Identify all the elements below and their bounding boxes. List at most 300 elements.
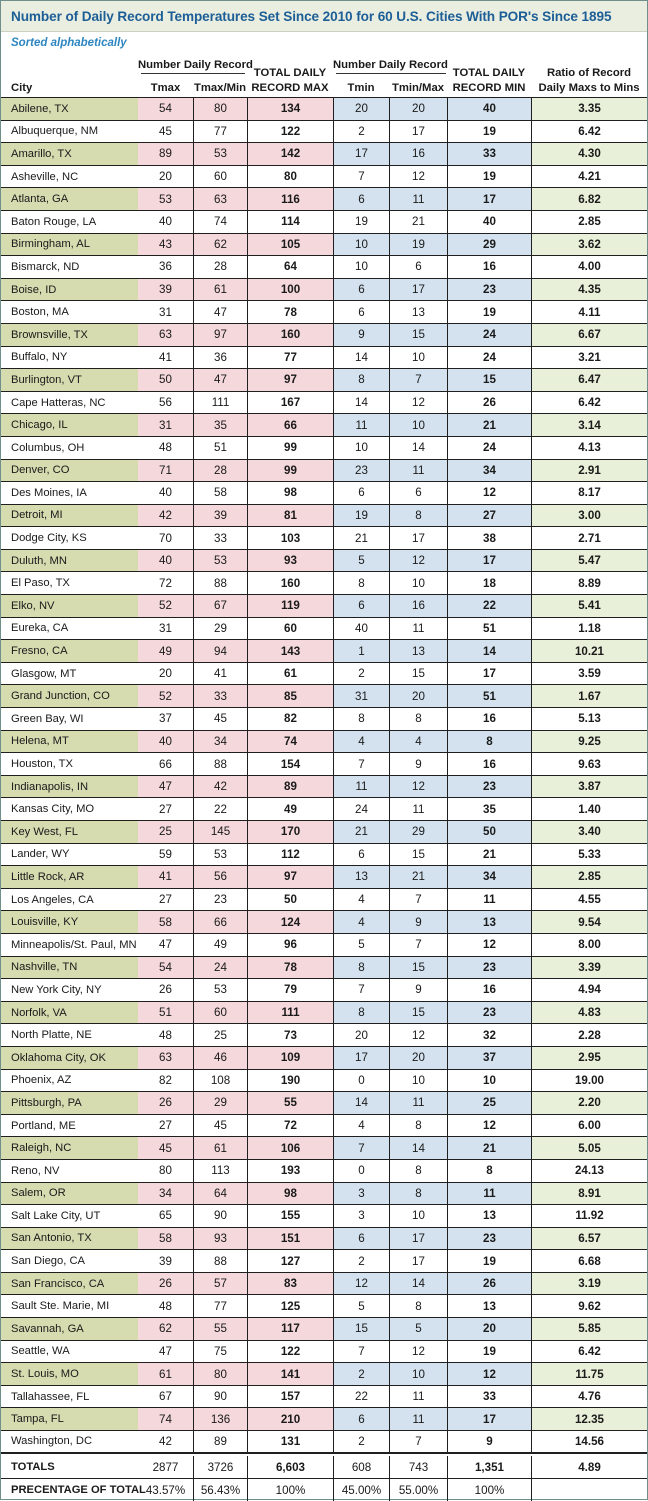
percentage-total-max: 100%	[247, 1479, 333, 1501]
table-row	[1, 662, 647, 685]
cell-tmin-max: 15	[389, 663, 447, 685]
cell-tmax-min: 66	[193, 911, 247, 933]
cell-tmin: 7	[333, 1137, 389, 1159]
cell-tmax: 39	[159, 1254, 172, 1268]
cell-total-min: 15	[447, 369, 531, 391]
cell-tmax-min: 67	[193, 595, 247, 617]
cell-tmax-min: 136	[193, 1408, 247, 1430]
cell-city: Eureka, CA	[11, 622, 69, 635]
cell-tmin: 12	[333, 1273, 389, 1295]
table-row	[1, 594, 647, 617]
table-row	[1, 97, 647, 120]
cell-ratio: 24.13	[531, 1160, 647, 1182]
cell-tmax-min: 74	[193, 211, 247, 233]
cell-tmin-max: 12	[389, 1341, 447, 1363]
cell-ratio: 3.14	[531, 414, 647, 436]
cell-tmin: 6	[333, 482, 389, 504]
cell-total-min: 12	[447, 482, 531, 504]
header-tmax: Tmax	[150, 82, 181, 94]
cell-city: Albuquerque, NM	[11, 125, 99, 138]
cell-city: Louisville, KY	[1, 911, 138, 933]
cell-tmin: 8	[333, 572, 389, 594]
table-body	[1, 97, 647, 1453]
cell-ratio: 2.95	[531, 1047, 647, 1069]
cell-tmax: 40	[159, 486, 172, 500]
cell-total-min: 16	[447, 256, 531, 278]
cell-ratio: 3.35	[531, 98, 647, 120]
cell-tmax-min: 45	[193, 708, 247, 730]
cell-total-min: 27	[447, 505, 531, 527]
cell-tmin: 13	[333, 866, 389, 888]
cell-tmax: 49	[138, 640, 193, 662]
percentage-tmax-min: 56.43%	[193, 1479, 247, 1501]
cell-total-min: 26	[447, 392, 531, 414]
cell-total-min: 19	[447, 166, 531, 188]
cell-tmin-max: 13	[389, 640, 447, 662]
cell-total-min: 19	[447, 1341, 531, 1363]
cell-total-min: 26	[447, 1273, 531, 1295]
cell-tmax: 41	[138, 866, 193, 888]
cell-city: Duluth, MN	[1, 550, 138, 572]
cell-tmin: 7	[333, 979, 389, 1001]
cell-ratio: 6.67	[531, 324, 647, 346]
cell-total-max: 155	[247, 1205, 333, 1227]
cell-tmin: 5	[333, 934, 389, 956]
cell-tmax-min: 22	[193, 798, 247, 820]
cell-tmin-max: 11	[389, 460, 447, 482]
header-total-min-line1: TOTAL DAILY	[452, 67, 526, 79]
cell-ratio: 5.41	[531, 595, 647, 617]
cell-city: Cape Hatteras, NC	[11, 396, 106, 409]
table-row	[1, 910, 647, 933]
cell-tmin-max: 8	[389, 1183, 447, 1205]
cell-city: Boston, MA	[11, 306, 69, 319]
table-row	[1, 684, 647, 707]
cell-tmax-min: 36	[193, 347, 247, 369]
cell-tmin: 21	[333, 821, 389, 843]
cell-tmax: 40	[138, 550, 193, 572]
header-city: City	[11, 82, 33, 94]
percentage-tmax: 43.57%	[145, 1483, 186, 1497]
cell-tmax: 54	[138, 957, 193, 979]
cell-tmin-max: 10	[389, 414, 447, 436]
cell-tmax: 36	[159, 260, 172, 274]
cell-tmin: 2	[333, 121, 389, 143]
cell-tmax: 31	[159, 305, 172, 319]
cell-tmax-min: 80	[193, 1363, 247, 1385]
table-row	[1, 549, 647, 572]
cell-total-max: 111	[247, 1002, 333, 1024]
cell-city: Green Bay, WI	[11, 712, 84, 725]
cell-tmin-max: 8	[389, 505, 447, 527]
table-row	[1, 413, 647, 436]
cell-tmin-max: 11	[389, 1092, 447, 1114]
cell-tmin: 3	[333, 1205, 389, 1227]
cell-tmax: 50	[138, 369, 193, 391]
cell-total-max: 98	[247, 482, 333, 504]
cell-total-min: 25	[447, 1092, 531, 1114]
cell-tmax-min: 88	[193, 572, 247, 594]
cell-tmin-max: 20	[389, 98, 447, 120]
cell-tmax-min: 57	[193, 1273, 247, 1295]
cell-tmin: 23	[333, 460, 389, 482]
cell-total-min: 8	[447, 731, 531, 753]
cell-city: Norfolk, VA	[1, 1002, 138, 1024]
cell-city: Phoenix, AZ	[11, 1074, 72, 1087]
cell-ratio: 10.21	[531, 640, 647, 662]
cell-tmax: 27	[159, 1119, 172, 1133]
table-row	[1, 888, 647, 911]
cell-tmin: 6	[333, 595, 389, 617]
cell-tmax: 31	[159, 621, 172, 635]
cell-tmax: 20	[159, 667, 172, 681]
cell-total-min: 19	[447, 301, 531, 323]
cell-total-min: 23	[447, 1228, 531, 1250]
cell-ratio: 6.82	[531, 188, 647, 210]
totals-ratio: 4.89	[531, 1456, 647, 1478]
cell-total-min: 16	[447, 708, 531, 730]
cell-tmax-min: 53	[193, 844, 247, 866]
cell-city: Lander, WY	[11, 848, 70, 861]
cell-tmax: 47	[159, 1344, 172, 1358]
cell-tmin-max: 20	[389, 1047, 447, 1069]
table-row	[1, 233, 647, 256]
cell-total-max: 100	[247, 279, 333, 301]
cell-tmax: 56	[159, 396, 172, 410]
cell-tmax-min: 34	[193, 731, 247, 753]
cell-city: Atlanta, GA	[1, 188, 138, 210]
cell-total-max: 193	[247, 1160, 333, 1182]
cell-tmin: 0	[333, 1160, 389, 1182]
cell-total-max: 160	[247, 572, 333, 594]
cell-total-max: 167	[247, 392, 333, 414]
cell-tmax-min: 61	[193, 1137, 247, 1159]
cell-tmax-min: 62	[193, 234, 247, 256]
cell-tmin-max: 5	[389, 1318, 447, 1340]
cell-tmax: 43	[138, 234, 193, 256]
table-row	[1, 933, 647, 956]
header-group-min-rule	[336, 73, 446, 74]
cell-tmax-min: 53	[193, 143, 247, 165]
cell-total-max: 96	[247, 934, 333, 956]
cell-ratio: 5.13	[531, 708, 647, 730]
cell-ratio: 6.00	[531, 1115, 647, 1137]
cell-total-min: 35	[447, 798, 531, 820]
cell-tmin: 21	[333, 527, 389, 549]
cell-tmin-max: 8	[389, 1160, 447, 1182]
cell-tmin-max: 17	[389, 121, 447, 143]
cell-tmin: 10	[333, 256, 389, 278]
cell-city: Key West, FL	[1, 821, 138, 843]
cell-tmax-min: 61	[193, 279, 247, 301]
cell-tmin: 9	[333, 324, 389, 346]
cell-tmin: 11	[333, 414, 389, 436]
cell-total-max: 60	[247, 618, 333, 640]
cell-ratio: 11.92	[531, 1205, 647, 1227]
cell-total-max: 210	[247, 1408, 333, 1430]
cell-tmax: 48	[159, 1028, 172, 1042]
cell-tmin-max: 11	[389, 188, 447, 210]
cell-city: Chicago, IL	[1, 414, 138, 436]
cell-total-max: 114	[247, 211, 333, 233]
cell-tmin: 22	[333, 1386, 389, 1408]
cell-tmax: 71	[138, 460, 193, 482]
table-row	[1, 210, 647, 233]
cell-total-max: 122	[247, 1341, 333, 1363]
cell-tmin-max: 29	[389, 821, 447, 843]
cell-total-min: 17	[447, 663, 531, 685]
cell-total-max: 74	[247, 731, 333, 753]
cell-total-max: 80	[247, 166, 333, 188]
cell-tmin: 6	[333, 1408, 389, 1430]
cell-total-max: 78	[247, 957, 333, 979]
cell-total-min: 29	[447, 234, 531, 256]
table-row	[1, 775, 647, 798]
cell-tmax: 70	[159, 531, 172, 545]
table-row	[1, 1272, 647, 1295]
cell-total-max: 105	[247, 234, 333, 256]
table-row	[1, 255, 647, 278]
cell-total-max: 134	[247, 98, 333, 120]
cell-total-min: 17	[447, 188, 531, 210]
table-row	[1, 1317, 647, 1340]
cell-tmax: 26	[138, 1092, 193, 1114]
cell-tmin-max: 7	[389, 934, 447, 956]
cell-tmin: 24	[333, 798, 389, 820]
table-row	[1, 1046, 647, 1069]
totals-total-min: 1,351	[447, 1456, 531, 1478]
cell-tmin-max: 10	[389, 1070, 447, 1092]
cell-ratio: 8.17	[531, 482, 647, 504]
cell-total-min: 23	[447, 1002, 531, 1024]
cell-tmax: 48	[159, 441, 172, 455]
cell-tmax: 47	[159, 938, 172, 952]
table-row	[1, 843, 647, 866]
cell-city: Houston, TX	[11, 758, 73, 771]
cell-tmax: 63	[138, 1047, 193, 1069]
cell-ratio: 12.35	[531, 1408, 647, 1430]
cell-total-max: 106	[247, 1137, 333, 1159]
header-group-max: Number Daily Record	[138, 59, 253, 71]
cell-tmin: 8	[333, 369, 389, 391]
header-ratio-line2: Daily Maxs to Mins	[538, 82, 640, 94]
cell-tmin: 14	[333, 392, 389, 414]
cell-tmax: 53	[138, 188, 193, 210]
cell-tmin-max: 15	[389, 324, 447, 346]
table-row	[1, 165, 647, 188]
cell-city: Detroit, MI	[1, 505, 138, 527]
cell-tmax-min: 39	[193, 505, 247, 527]
table-title: Number of Daily Record Temperatures Set Since 2010 for 60 U.S. Cities With POR's Since 1895	[1, 1, 647, 32]
cell-tmin-max: 13	[389, 301, 447, 323]
cell-tmax: 54	[138, 98, 193, 120]
cell-total-max: 82	[247, 708, 333, 730]
totals-label: TOTALS	[11, 1461, 55, 1473]
cell-tmin-max: 14	[389, 1273, 447, 1295]
cell-city: Sault Ste. Marie, MI	[11, 1300, 110, 1313]
cell-tmax: 48	[159, 1299, 172, 1313]
cell-tmax-min: 29	[193, 1092, 247, 1114]
cell-tmin: 6	[333, 188, 389, 210]
cell-tmax: 89	[138, 143, 193, 165]
cell-total-max: 131	[247, 1431, 333, 1452]
cell-tmax-min: 53	[193, 550, 247, 572]
cell-total-max: 64	[247, 256, 333, 278]
table-row	[1, 436, 647, 459]
cell-total-max: 157	[247, 1386, 333, 1408]
table-row	[1, 978, 647, 1001]
cell-city: Seattle, WA	[11, 1345, 70, 1358]
cell-city: Buffalo, NY	[11, 351, 68, 364]
cell-city: San Francisco, CA	[1, 1273, 138, 1295]
cell-tmin-max: 11	[389, 1408, 447, 1430]
cell-ratio: 3.59	[531, 663, 647, 685]
cell-tmin-max: 7	[389, 1431, 447, 1452]
cell-tmin-max: 16	[389, 143, 447, 165]
cell-total-max: 66	[247, 414, 333, 436]
cell-total-max: 49	[247, 798, 333, 820]
cell-tmax: 31	[138, 414, 193, 436]
cell-tmin-max: 7	[389, 369, 447, 391]
cell-total-max: 141	[247, 1363, 333, 1385]
cell-total-max: 142	[247, 143, 333, 165]
cell-total-min: 11	[447, 889, 531, 911]
cell-total-min: 12	[447, 1115, 531, 1137]
cell-city: San Antonio, TX	[1, 1228, 138, 1250]
cell-total-max: 78	[247, 301, 333, 323]
cell-tmax-min: 23	[193, 889, 247, 911]
cell-tmax: 42	[138, 505, 193, 527]
cell-ratio: 4.30	[531, 143, 647, 165]
cell-total-min: 19	[447, 1250, 531, 1272]
cell-total-max: 99	[247, 460, 333, 482]
table-row	[1, 323, 647, 346]
header-ratio-line1: Ratio of Record	[546, 67, 632, 79]
cell-total-min: 51	[447, 685, 531, 707]
cell-tmax: 66	[159, 757, 172, 771]
cell-total-min: 17	[447, 1408, 531, 1430]
cell-ratio: 3.00	[531, 505, 647, 527]
cell-total-min: 33	[447, 1386, 531, 1408]
cell-tmax-min: 108	[193, 1070, 247, 1092]
cell-tmax-min: 53	[193, 979, 247, 1001]
cell-total-min: 13	[447, 1295, 531, 1317]
cell-ratio: 9.25	[531, 731, 647, 753]
cell-city: Savannah, GA	[1, 1318, 138, 1340]
table-row	[1, 1407, 647, 1430]
cell-ratio: 2.20	[531, 1092, 647, 1114]
cell-total-min: 34	[447, 460, 531, 482]
cell-tmin: 2	[333, 1250, 389, 1272]
cell-ratio: 2.91	[531, 460, 647, 482]
cell-tmax-min: 55	[193, 1318, 247, 1340]
cell-tmax-min: 88	[193, 753, 247, 775]
cell-ratio: 3.40	[531, 821, 647, 843]
cell-total-max: 190	[247, 1070, 333, 1092]
totals-tmin-max: 743	[389, 1456, 447, 1478]
percentage-ratio	[531, 1479, 647, 1501]
cell-total-min: 23	[447, 957, 531, 979]
cell-tmin: 40	[333, 618, 389, 640]
cell-city: Washington, DC	[11, 1435, 93, 1448]
percentage-tmin: 45.00%	[333, 1479, 389, 1501]
cell-ratio: 11.75	[531, 1363, 647, 1385]
totals-total-max: 6,603	[247, 1456, 333, 1478]
cell-city: Salt Lake City, UT	[11, 1209, 101, 1222]
cell-city: Des Moines, IA	[11, 486, 87, 499]
cell-total-min: 33	[447, 143, 531, 165]
header-tmin-max: Tmin/Max	[391, 82, 445, 94]
table-row	[1, 1249, 647, 1272]
cell-tmax: 27	[159, 802, 172, 816]
cell-city: St. Louis, MO	[1, 1363, 138, 1385]
cell-tmin-max: 9	[389, 911, 447, 933]
cell-tmin: 11	[333, 776, 389, 798]
table-row	[1, 752, 647, 775]
cell-ratio: 1.67	[531, 685, 647, 707]
cell-tmax-min: 47	[193, 369, 247, 391]
header-group-min: Number Daily Record	[333, 59, 448, 71]
cell-tmin: 1	[333, 640, 389, 662]
cell-total-min: 22	[447, 595, 531, 617]
cell-tmin: 19	[333, 505, 389, 527]
cell-city: Kansas City, MO	[11, 803, 95, 816]
table-row	[1, 346, 647, 369]
cell-city: Tallahassee, FL	[11, 1390, 90, 1403]
table-row	[1, 1294, 647, 1317]
cell-total-max: 73	[247, 1024, 333, 1046]
cell-tmax-min: 77	[193, 121, 247, 143]
cell-tmin: 4	[333, 1115, 389, 1137]
cell-tmin: 8	[333, 1002, 389, 1024]
table-row	[1, 278, 647, 301]
column-header	[1, 55, 647, 97]
cell-tmin: 17	[333, 1047, 389, 1069]
cell-tmin-max: 17	[389, 1228, 447, 1250]
cell-total-min: 24	[447, 324, 531, 346]
cell-city: Amarillo, TX	[1, 143, 138, 165]
cell-tmax: 45	[159, 124, 172, 138]
cell-tmax-min: 64	[193, 1183, 247, 1205]
cell-tmax-min: 90	[193, 1205, 247, 1227]
cell-tmax: 51	[138, 1002, 193, 1024]
cell-tmin: 8	[333, 708, 389, 730]
cell-tmax: 62	[138, 1318, 193, 1340]
percentage-label: PRECENTAGE OF TOTAL	[11, 1484, 146, 1496]
cell-tmin-max: 10	[389, 572, 447, 594]
cell-tmin-max: 14	[389, 437, 447, 459]
cell-city: Bismarck, ND	[11, 260, 80, 273]
cell-total-min: 13	[447, 1205, 531, 1227]
cell-ratio: 8.00	[531, 934, 647, 956]
table-row	[1, 1136, 647, 1159]
cell-ratio: 6.47	[531, 369, 647, 391]
cell-total-max: 151	[247, 1228, 333, 1250]
cell-tmin-max: 21	[389, 866, 447, 888]
cell-ratio: 3.19	[531, 1273, 647, 1295]
cell-total-min: 51	[447, 618, 531, 640]
cell-tmax: 74	[138, 1408, 193, 1430]
cell-total-max: 112	[247, 844, 333, 866]
cell-tmin: 10	[333, 437, 389, 459]
cell-tmax-min: 42	[193, 776, 247, 798]
cell-city: Nashville, TN	[1, 957, 138, 979]
cell-total-max: 109	[247, 1047, 333, 1069]
cell-tmax-min: 93	[193, 1228, 247, 1250]
cell-ratio: 4.13	[531, 437, 647, 459]
cell-city: El Paso, TX	[11, 577, 70, 590]
cell-total-max: 89	[247, 776, 333, 798]
